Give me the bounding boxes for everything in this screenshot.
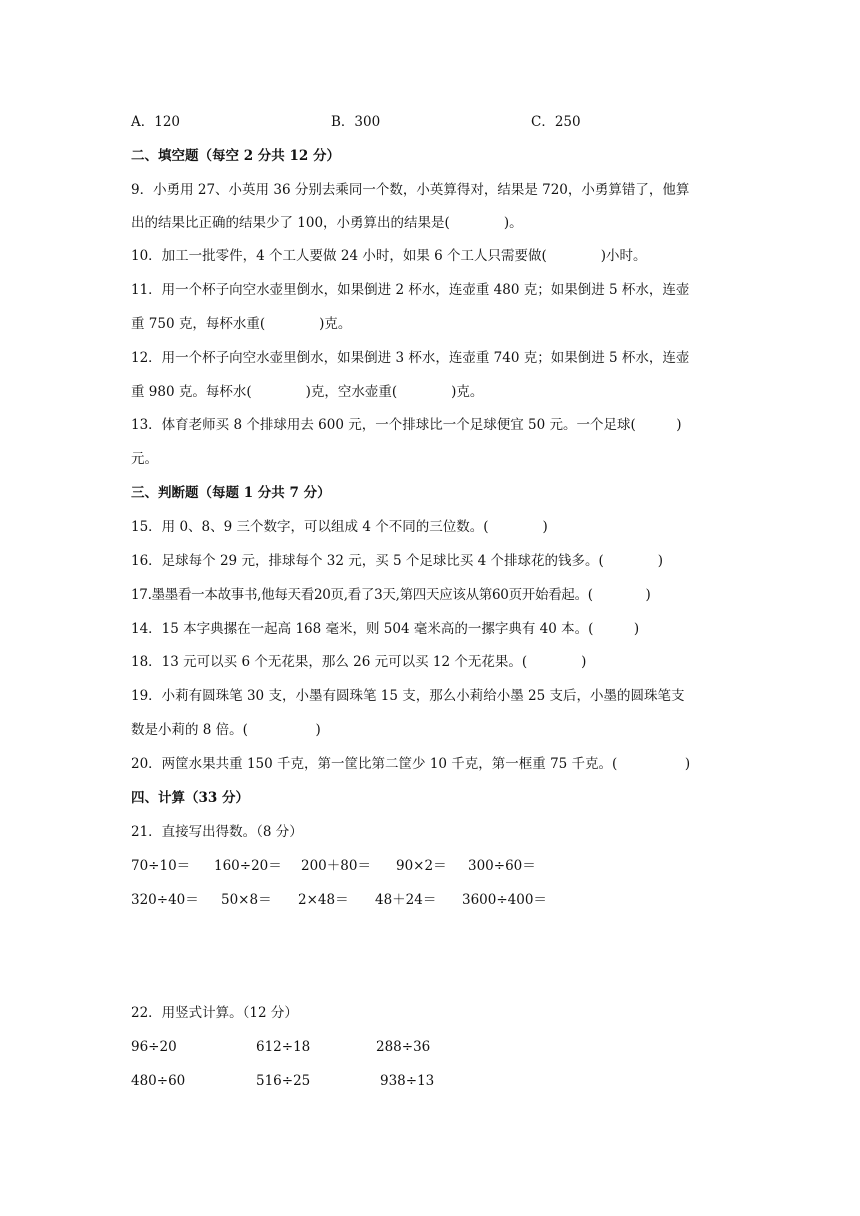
question-13-line-1: 13．体育老师买 8 个排球用去 600 元，一个排球比一个足球便宜 50 元。一个足球( ) xyxy=(131,417,682,433)
question-11-line-2: 重 750 克，每杯水重( )克。 xyxy=(131,316,352,332)
mental-math-item: 2×48＝ xyxy=(298,892,349,908)
mental-math-item: 48＋24＝ xyxy=(375,892,437,908)
question-9-line-1: 9．小勇用 27、小英用 36 分别去乘同一个数，小英算得对，结果是 720，小勇算错了，他算 xyxy=(131,182,690,198)
question-14: 14．15 本字典摞在一起高 168 毫米，则 504 毫米高的一摞字典有 40 本。( ) xyxy=(131,621,640,637)
question-21: 21．直接写出得数。（8 分） xyxy=(131,824,303,840)
question-18: 18．13 元可以买 6 个无花果，那么 26 元可以买 12 个无花果。( ) xyxy=(131,654,587,670)
mental-math-item: 50×8＝ xyxy=(221,892,272,908)
question-12-line-1: 12．用一个杯子向空水壶里倒水，如果倒进 3 杯水，连壶重 740 克；如果倒进 5 杯水，连壶 xyxy=(131,350,690,366)
question-16: 16．足球每个 29 元，排球每个 32 元，买 5 个足球比买 4 个排球花的钱多。( ) xyxy=(131,553,664,569)
question-15: 15．用 0、8、9 三个数字，可以组成 4 个不同的三位数。( ) xyxy=(131,519,548,535)
column-calc-item: 288÷36 xyxy=(376,1039,431,1055)
column-calc-item: 516÷25 xyxy=(256,1073,311,1089)
question-9-line-2: 出的结果比正确的结果少了 100，小勇算出的结果是( )。 xyxy=(131,215,523,231)
column-calc-item: 96÷20 xyxy=(131,1039,177,1055)
question-13-line-2: 元。 xyxy=(131,451,158,467)
question-19-line-2: 数是小莉的 8 倍。( ) xyxy=(131,722,321,738)
question-12-line-2: 重 980 克。每杯水( )克，空水壶重( )克。 xyxy=(131,384,484,400)
question-19-line-1: 19．小莉有圆珠笔 30 支，小墨有圆珠笔 15 支，那么小莉给小墨 25 支后，小墨的圆珠笔支 xyxy=(131,688,685,704)
question-22: 22．用竖式计算。（12 分） xyxy=(131,1005,298,1021)
mental-math-item: 320÷40＝ xyxy=(131,892,199,908)
mental-math-item: 300÷60＝ xyxy=(468,858,536,874)
question-20: 20．两筐水果共重 150 千克，第一筐比第二筐少 10 千克，第一框重 75 千克。( ) xyxy=(131,756,691,772)
column-calc-item: 612÷18 xyxy=(256,1039,311,1055)
option-c: C．250 xyxy=(531,114,581,130)
option-a: A．120 xyxy=(131,114,181,130)
option-b: B．300 xyxy=(331,114,381,130)
section-2-title: 二、填空题（每空 2 分共 12 分） xyxy=(131,148,340,164)
mental-math-item: 160÷20＝ xyxy=(214,858,282,874)
column-calc-item: 938÷13 xyxy=(380,1073,435,1089)
question-10: 10．加工一批零件，4 个工人要做 24 小时，如果 6 个工人只需要做( )小时。 xyxy=(131,248,647,264)
mental-math-item: 3600÷400＝ xyxy=(462,892,547,908)
question-11-line-1: 11．用一个杯子向空水壶里倒水，如果倒进 2 杯水，连壶重 480 克；如果倒进 5 杯水，连壶 xyxy=(131,282,690,298)
question-17: 17.墨墨看一本故事书,他每天看20页,看了3天,第四天应该从第60页开始看起。( ) xyxy=(131,587,651,603)
mental-math-item: 70÷10＝ xyxy=(131,858,191,874)
section-3-title: 三、判断题（每题 1 分共 7 分） xyxy=(131,485,331,501)
column-calc-item: 480÷60 xyxy=(131,1073,186,1089)
section-4-title: 四、计算（33 分） xyxy=(131,790,249,806)
mental-math-item: 200＋80＝ xyxy=(301,858,371,874)
mental-math-item: 90×2＝ xyxy=(396,858,447,874)
